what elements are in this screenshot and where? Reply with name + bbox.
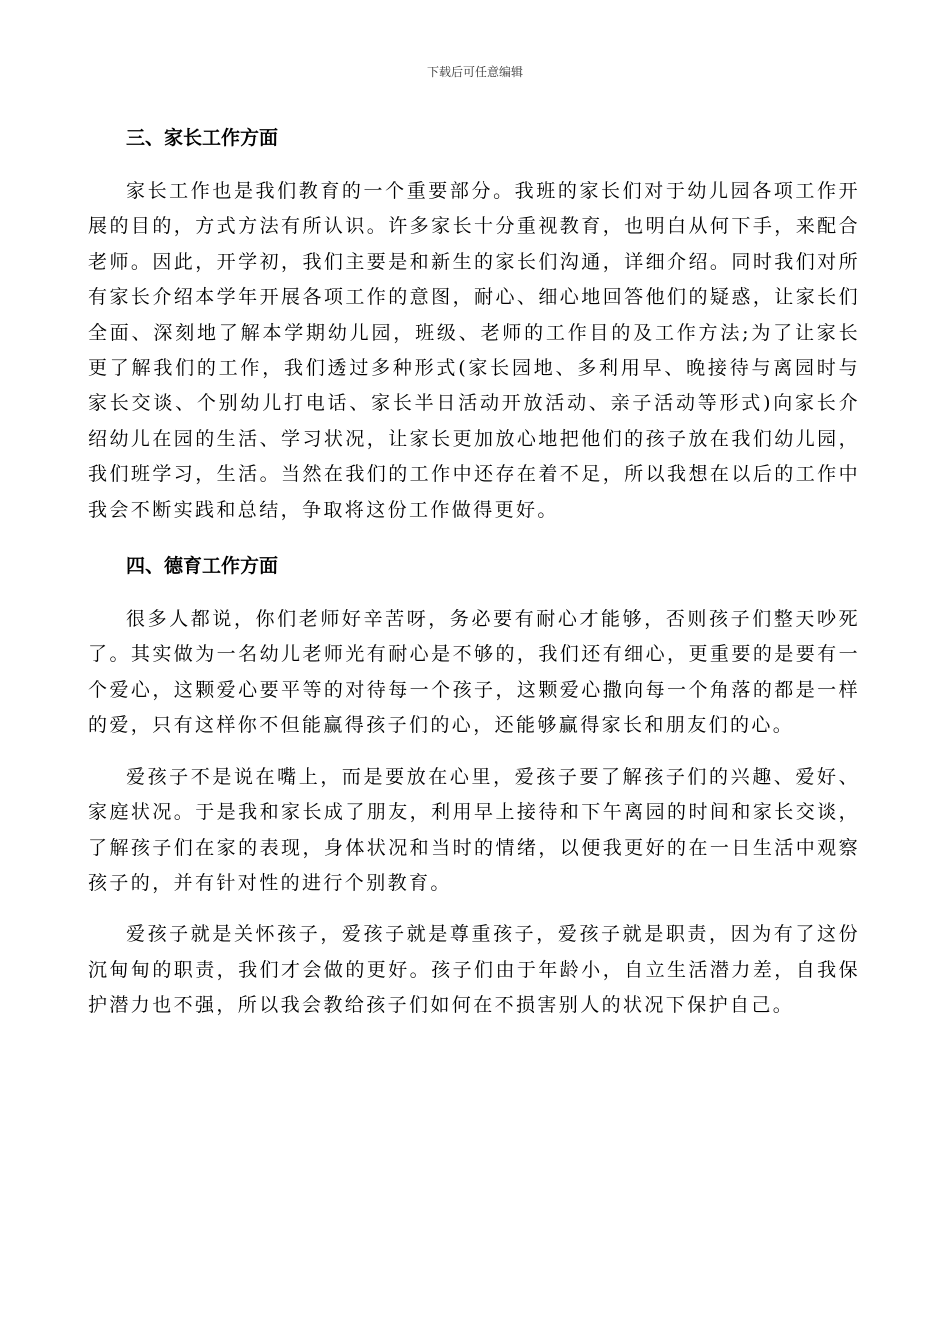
header-note: 下载后可任意编辑 (426, 65, 523, 79)
paragraph: 爱孩子不是说在嘴上，而是要放在心里，爱孩子要了解孩子们的兴趣、爱好、家庭状况。于是我和家长成了朋友，利用早上接待和下午离园的时间和家长交谈，了解孩子们在家的表现，身体状况和当时的情绪，以便我更好的在一日生活中观察孩子的，并有针对性的进行个别教育。 (88, 765, 860, 894)
section-parent-work (88, 116, 860, 528)
section-moral-education (88, 544, 860, 1023)
document-body (88, 116, 860, 1024)
paragraph: 爱孩子就是关怀孩子，爱孩子就是尊重孩子，爱孩子就是职责，因为有了这份沉甸甸的职责，我们才会做的更好。孩子们由于年龄小，自立生活潜力差，自我保护潜力也不强，所以我会教给孩子们如何在不损害别人的状况下保护自己。 (88, 923, 860, 1017)
paragraph: 家长工作也是我们教育的一个重要部分。我班的家长们对于幼儿园各项工作开展的目的，方式方法有所认识。许多家长十分重视教育，也明白从何下手，来配合老师。因此，开学初，我们主要是和新生的家长们沟通，详细介绍。同时我们对所有家长介绍本学年开展各项工作的意图，耐心、细心地回答他们的疑惑，让家长们全面、深刻地了解本学期幼儿园，班级、老师的工作目的及工作方法;为了让家长更了解我们的工作，我们透过多种形式(家长园地、多利用早、晚接待与离园时与家长交谈、个别幼儿打电话、家长半日活动开放活动、亲子活动等形式)向家长介绍幼儿在园的生活、学习状况，让家长更加放心地把他们的孩子放在我们幼儿园，我们班学习，生活。当然在我们的工作中还存在着不足，所以我想在以后的工作中我会不断实践和总结，争取将这份工作做得更好。 (88, 180, 860, 521)
paragraph: 很多人都说，你们老师好辛苦呀，务必要有耐心才能够，否则孩子们整天吵死了。其实做为一名幼儿老师光有耐心是不够的，我们还有细心，更重要的是要有一个爱心，这颗爱心要平等的对待每一个孩子，这颗爱心撒向每一个角落的都是一样的爱，只有这样你不但能赢得孩子们的心，还能够赢得家长和朋友们的心。 (88, 608, 860, 737)
section-heading: 四、德育工作方面 (126, 555, 279, 578)
section-heading: 三、家长工作方面 (126, 127, 279, 149)
